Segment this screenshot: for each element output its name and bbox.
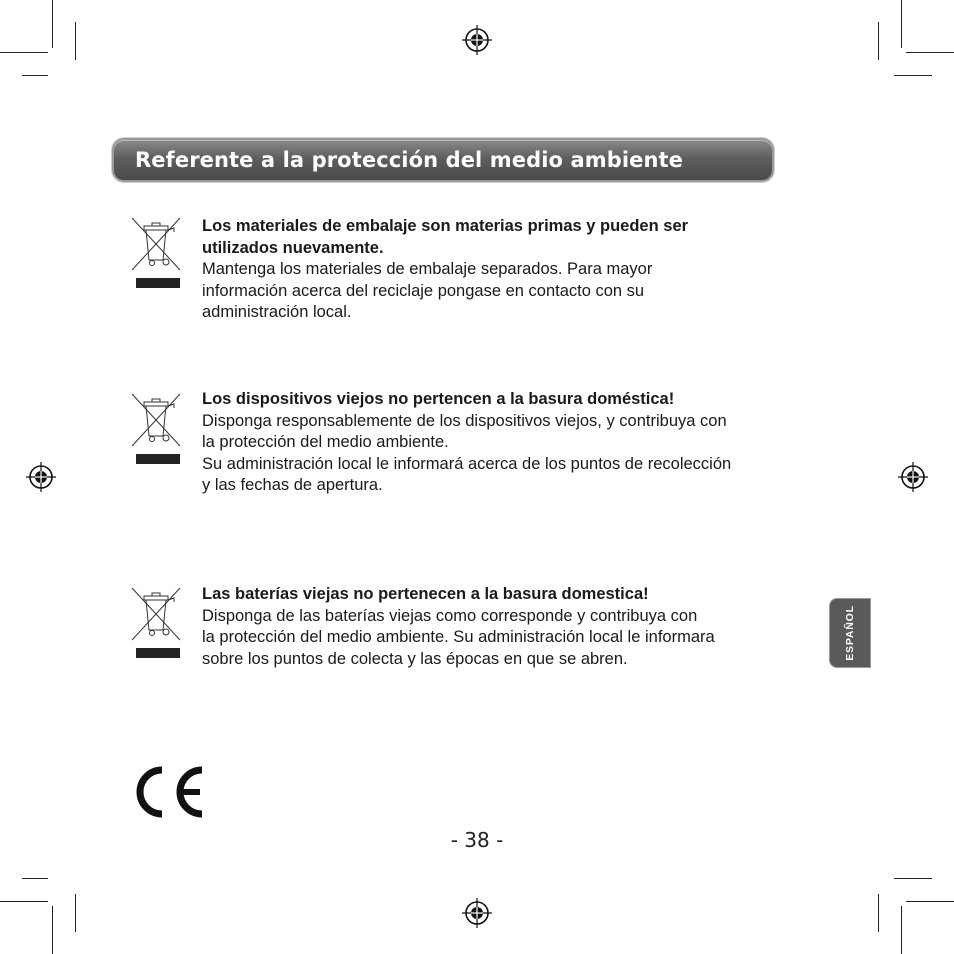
section-text: la protección del medio ambiente. Su administración local le informara <box>202 628 715 647</box>
section-header-bar <box>112 138 774 182</box>
page-number: - 38 - <box>450 828 504 852</box>
weee-bin-icon <box>130 586 182 658</box>
weee-bar <box>136 454 180 464</box>
weee-bin-icon <box>130 216 182 288</box>
section-text: sobre los puntos de colecta y las épocas en que se abren. <box>202 649 628 668</box>
registration-mark-icon <box>898 462 928 492</box>
section-text: Su administración local le informará acerca de los puntos de recolección <box>202 454 732 473</box>
section-text: administración local. <box>202 303 352 322</box>
section-text: Disponga de las baterías viejas como corresponde y contribuya con <box>202 606 698 625</box>
registration-mark-icon <box>26 462 56 492</box>
weee-bin-icon <box>130 392 182 464</box>
language-tab-label: ESPAÑOL <box>844 605 856 661</box>
section-devices <box>202 389 792 497</box>
ce-mark-icon <box>130 764 208 820</box>
registration-mark-icon <box>462 898 492 928</box>
section-heading: Los dispositivos viejos no pertencen a la basura doméstica! <box>202 390 675 408</box>
section-packaging <box>202 216 792 324</box>
section-heading: Los materiales de embalaje son materias primas y pueden ser <box>202 217 689 235</box>
section-title: Referente a la protección del medio ambiente <box>135 148 684 172</box>
section-text: información acerca del reciclaje pongase en contacto con su <box>202 281 645 300</box>
section-text: Mantenga los materiales de embalaje separados. Para mayor <box>202 260 653 279</box>
section-text: Disponga responsablemente de los dispositivos viejos, y contribuya con <box>202 411 727 430</box>
section-heading: Las baterías viejas no pertenecen a la basura domestica! <box>202 585 649 603</box>
section-heading: utilizados nuevamente. <box>202 238 384 257</box>
language-tab <box>829 598 871 668</box>
registration-mark-icon <box>462 25 492 55</box>
weee-bar <box>136 278 180 288</box>
section-text: la protección del medio ambiente. <box>202 433 449 452</box>
section-batteries <box>202 584 792 670</box>
weee-bar <box>136 648 180 658</box>
section-text: y las fechas de apertura. <box>202 476 383 495</box>
